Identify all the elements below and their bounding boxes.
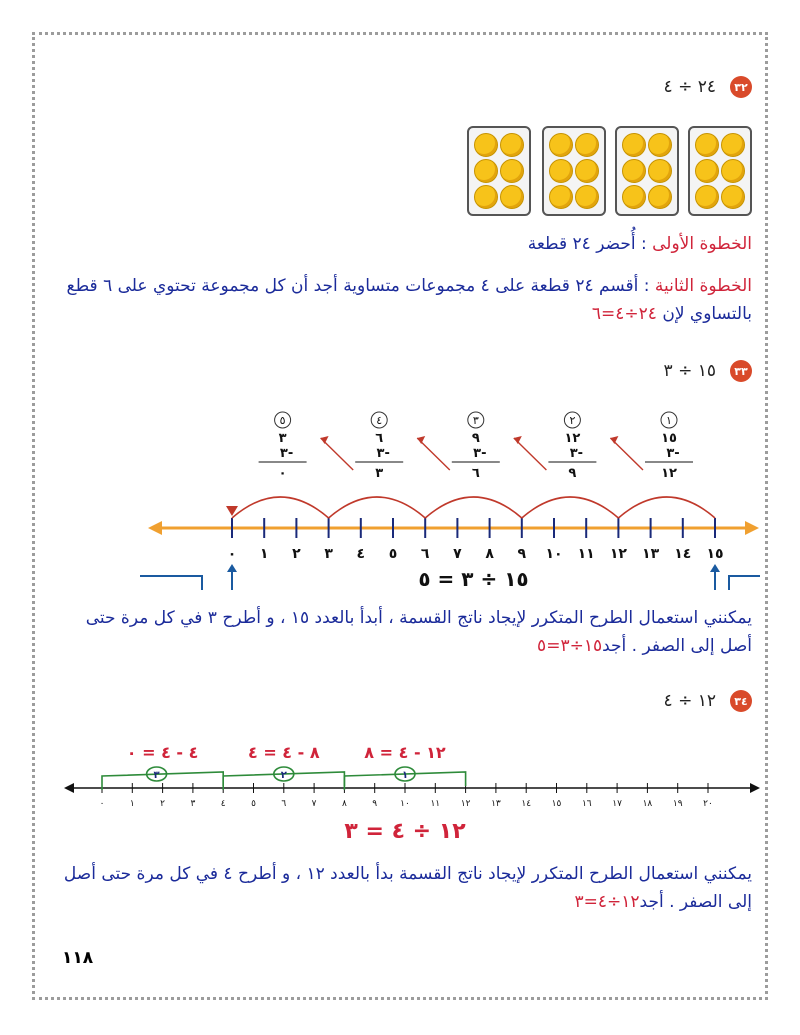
counter-dot — [474, 185, 498, 209]
counter-group-box — [467, 126, 531, 216]
hop-arc — [232, 497, 329, 518]
axis-arrow-right — [750, 783, 760, 793]
counter-dot — [695, 133, 719, 157]
step-one-label: الخطوة الأولى — [652, 234, 752, 254]
counter-dot — [648, 185, 672, 209]
tick-label: ١٠ — [400, 799, 410, 809]
tick-label: ١٦ — [581, 799, 592, 809]
counter-dot — [622, 159, 646, 183]
explanation-33 — [60, 604, 752, 660]
axis-arrow-left — [148, 521, 162, 535]
tick-label: ٨ — [341, 799, 347, 809]
counter-dot — [721, 133, 745, 157]
step-two-label: الخطوة الثانية — [654, 276, 752, 296]
tick-label: ١ — [259, 546, 269, 562]
tick-label: ٢ — [292, 546, 301, 562]
question-32-header — [664, 76, 752, 98]
step-result: ٣ — [375, 466, 384, 481]
zero-pointer-head — [227, 564, 237, 572]
tick-label: ١٥ — [551, 799, 562, 809]
step-number: ٤ — [376, 414, 383, 427]
tick-label: ٠ — [227, 546, 237, 562]
tick-label: ١١ — [577, 546, 595, 562]
link-arrow — [321, 438, 354, 470]
explanation-text: يمكنني استعمال الطرح المتكرر لإيجاد ناتج القسمة ، أبدأ بالعدد ١٥ ، و أطرح ٣ في كل مرة حتى أصل إلى الصفر . أجد — [85, 608, 752, 656]
tick-label: ٥ — [251, 799, 256, 809]
tick-label: ١٠ — [545, 546, 563, 562]
subtraction-label: ٤ - ٤ = ٠ — [126, 743, 199, 762]
step-one — [60, 230, 752, 258]
tick-label: ٧ — [311, 799, 317, 809]
question-expression: ١٢ ÷ ٤ — [663, 691, 716, 711]
subtraction-label: ١٢ - ٤ = ٨ — [364, 743, 446, 762]
step-number: ١ — [666, 414, 672, 427]
tick-label: ١ — [129, 799, 135, 809]
counter-dot — [721, 185, 745, 209]
hop-arc — [425, 497, 522, 518]
counter-dot — [575, 159, 599, 183]
step-result: ٦ — [471, 466, 480, 481]
number-line-figure-34 — [60, 736, 760, 844]
step-two-text: : أقسم ٢٤ قطعة على ٤ مجموعات متساوية أجد أن كل مجموعة تحتوي على ٦ قطع بالتساوي لإن — [66, 276, 752, 324]
tick-label: ٢٠ — [703, 799, 713, 809]
counter-dot — [622, 185, 646, 209]
step-minuend: ١٥ — [661, 431, 677, 446]
step-minuend: ٣ — [278, 431, 287, 446]
step-minuend: ٦ — [375, 431, 384, 446]
hop-arc — [329, 497, 426, 518]
tick-label: ١٣ — [642, 546, 660, 562]
tick-label: ١٤ — [674, 546, 692, 562]
step-two-result: ٢٤÷٤=٦ — [591, 304, 663, 324]
step-number: ٢ — [569, 414, 576, 427]
counter-dot — [648, 159, 672, 183]
counter-group-box — [615, 126, 679, 216]
counter-dot — [622, 133, 646, 157]
callout-box-left — [140, 576, 202, 590]
equation: ١٥ ÷ ٣ = ٥ — [418, 567, 529, 590]
link-arrow — [417, 438, 450, 470]
link-arrow — [610, 438, 643, 470]
tick-label: ٣ — [324, 546, 333, 562]
question-expression: ٢٤ ÷ ٤ — [663, 77, 716, 97]
tick-label: ١١ — [430, 799, 441, 809]
explanation-text: يمكنني استعمال الطرح المتكرر لإيجاد ناتج القسمة بدأ بالعدد ١٢ ، و أطرح ٤ في كل مرة حتى أصل إلى الصفر . أجد — [63, 864, 752, 912]
question-number-badge: ٣٤ — [730, 690, 752, 712]
step-subtrahend: ٣- — [376, 446, 390, 461]
explanation-34 — [60, 860, 752, 916]
subtraction-label: ٨ - ٤ = ٤ — [247, 743, 320, 762]
equation: ١٢ ÷ ٤ = ٣ — [344, 819, 466, 844]
axis-arrow-right — [745, 521, 759, 535]
tick-label: ١٢ — [609, 546, 627, 562]
link-arrow — [514, 438, 547, 470]
explanation-result: ١٢÷٤=٣ — [574, 892, 640, 912]
tick-label: ٢ — [160, 799, 166, 809]
counter-dot — [648, 133, 672, 157]
explanation-result: ١٥÷٣=٥ — [537, 636, 603, 656]
counter-dot — [500, 133, 524, 157]
tick-label: ١٤ — [521, 799, 532, 809]
counter-dot — [549, 185, 573, 209]
counter-dot — [474, 133, 498, 157]
page-number: ١١٨ — [62, 948, 94, 968]
counter-dot — [695, 185, 719, 209]
step-number: ٣ — [472, 414, 479, 427]
counter-group-box — [542, 126, 606, 216]
counter-dot — [695, 159, 719, 183]
tick-label: ١٢ — [460, 799, 471, 809]
tick-label: ١٥ — [706, 546, 724, 562]
step-subtrahend: ٣- — [569, 446, 584, 461]
step-two — [60, 272, 752, 328]
step-result: ١٢ — [661, 466, 677, 481]
jump-number: ٣ — [153, 770, 160, 781]
hop-arc — [618, 497, 715, 518]
counter-dot — [575, 133, 599, 157]
step-minuend: ٩ — [471, 431, 480, 446]
counter-dot — [474, 159, 498, 183]
step-number: ٥ — [279, 414, 286, 427]
counter-dot — [549, 133, 573, 157]
axis-arrow-left — [64, 783, 74, 793]
step-one-text: : أُحضر ٢٤ قطعة — [527, 234, 653, 254]
number-line-figure-33 — [140, 400, 760, 590]
tick-label: ٥ — [388, 546, 398, 562]
tick-label: ٦ — [281, 799, 287, 809]
tick-label: ٠ — [99, 799, 105, 809]
step-subtrahend: ٣- — [666, 446, 680, 461]
question-expression: ١٥ ÷ ٣ — [663, 361, 716, 381]
counter-dot — [575, 185, 599, 209]
tick-label: ٤ — [220, 799, 226, 809]
start-pointer-head — [710, 564, 720, 572]
counter-dot — [500, 159, 524, 183]
tick-label: ١٩ — [672, 799, 683, 809]
tick-label: ٩ — [372, 799, 378, 809]
counter-dot — [500, 185, 524, 209]
counter-dot — [549, 159, 573, 183]
callout-box-right — [729, 576, 760, 590]
tick-label: ٦ — [420, 546, 430, 562]
question-number-badge: ٣٢ — [730, 76, 752, 98]
tick-label: ١٨ — [642, 799, 653, 809]
question-34-header — [664, 690, 752, 712]
jump-number: ٢ — [280, 770, 287, 781]
step-minuend: ١٢ — [564, 431, 581, 446]
step-subtrahend: ٣- — [279, 446, 294, 461]
jump-number: ١ — [401, 770, 409, 781]
tick-label: ٩ — [517, 546, 527, 562]
tick-label: ١٣ — [491, 799, 501, 809]
tick-label: ١٧ — [612, 799, 622, 809]
hop-arc — [522, 497, 619, 518]
question-number-badge: ٣٣ — [730, 360, 752, 382]
step-result: ٩ — [568, 466, 577, 481]
counter-dot — [721, 159, 745, 183]
counter-group-box — [688, 126, 752, 216]
step-subtrahend: ٣- — [473, 446, 487, 461]
question-33-header — [664, 360, 752, 382]
tick-label: ٣ — [190, 799, 196, 809]
tick-label: ٤ — [356, 546, 366, 562]
tick-label: ٧ — [453, 546, 462, 562]
tick-label: ٨ — [485, 546, 494, 562]
step-result: ٠ — [278, 466, 287, 481]
